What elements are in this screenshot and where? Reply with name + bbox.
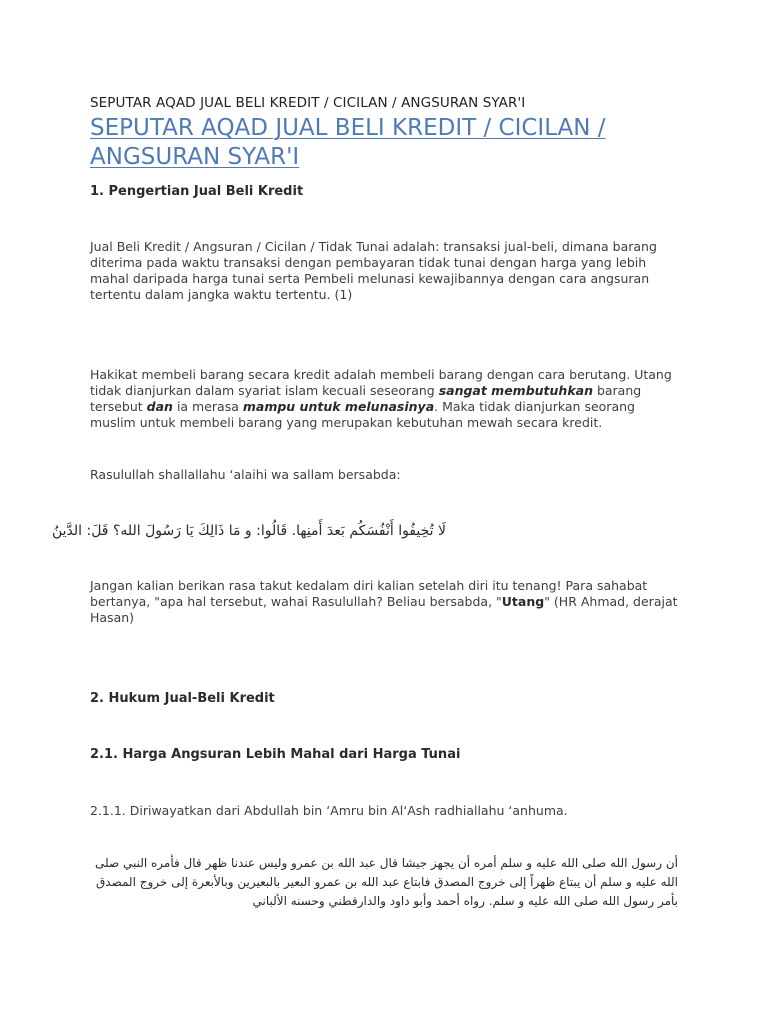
arabic-narration-text: أن رسول الله صلى الله عليه و سلم أمره أن يجهز جيشا قال عبد الله بن عمرو وليس عندنا ظهر قال فأمره النبي صلى الله عليه و سلم أن يبتاع ظهراً إلى خروج المصدق فابتاع عبد الله بن عمرو البعير بالبعيرين وبالأبعرة إلى خروج المصدق بأمر رسول الله صلى الله عليه و سلم. رواه أحمد وأبو داود والدارقطني وحسنه الألباني: [94, 856, 678, 908]
text-run: barang tersebut: [90, 383, 642, 414]
document-title: SEPUTAR AQAD JUAL BELI KREDIT / CICILAN / ANGSURAN SYAR'I: [90, 95, 526, 111]
paragraph-translation: [90, 578, 680, 626]
paragraph-hakikat: [90, 367, 680, 431]
emphasis-text: Utang: [501, 594, 545, 609]
emphasis-text: sangat membutuhkan: [438, 383, 593, 398]
section-heading-1: 1. Pengertian Jual Beli Kredit: [90, 184, 304, 199]
section-heading-2: 2. Hukum Jual-Beli Kredit: [90, 691, 275, 706]
paragraph-hadith-intro: Rasulullah shallallahu ‘alaihi wa sallam bersabda:: [90, 467, 401, 482]
emphasis-text: dan: [146, 399, 173, 414]
text-run: Jangan kalian berikan rasa takut kedalam diri kalian setelah diri itu tenang! Para sahabat bertanya, "apa hal tersebut, wahai Rasulullah? Beliau bersabda, ": [90, 578, 648, 609]
section-heading-2-1: 2.1. Harga Angsuran Lebih Mahal dari Harga Tunai: [90, 747, 461, 762]
paragraph-definition: Jual Beli Kredit / Angsuran / Cicilan / Tidak Tunai adalah: transaksi jual-beli, dimana barang diterima pada waktu transaksi dengan pembayaran tidak tunai dengan harga yang lebih mahal daripada harga tunai serta Pembeli melunasi kewajibannya dengan cara angsuran tertentu dalam jangka waktu tertentu. (1): [90, 239, 657, 302]
text-run: ia merasa: [172, 399, 243, 414]
post-title-link[interactable]: SEPUTAR AQAD JUAL BELI KREDIT / CICILAN / ANGSURAN SYAR'I: [90, 115, 606, 170]
emphasis-text: mampu untuk melunasinya: [242, 399, 435, 414]
paragraph-narration: 2.1.1. Diriwayatkan dari Abdullah bin ‘Amru bin Al‘Ash radhiallahu ‘anhuma.: [90, 803, 568, 818]
arabic-hadith-text: لَا تُخِيفُوا أَنْفُسَكُم بَعدَ أَمنِها. قَالُوا: و مَا ذَالِكَ يَا رَسُولَ الله؟ قَلَ: الدَّينُ: [51, 523, 446, 539]
text-run: . Maka tidak dianjurkan seorang muslim untuk membeli barang yang merupakan kebutuhan mewah secara kredit.: [90, 399, 635, 430]
text-run: " (HR Ahmad, derajat Hasan): [90, 594, 678, 625]
text-run: Hakikat membeli barang secara kredit adalah membeli barang dengan cara berutang. Utang tidak dianjurkan dalam syariat islam kecuali seseorang: [90, 367, 672, 398]
